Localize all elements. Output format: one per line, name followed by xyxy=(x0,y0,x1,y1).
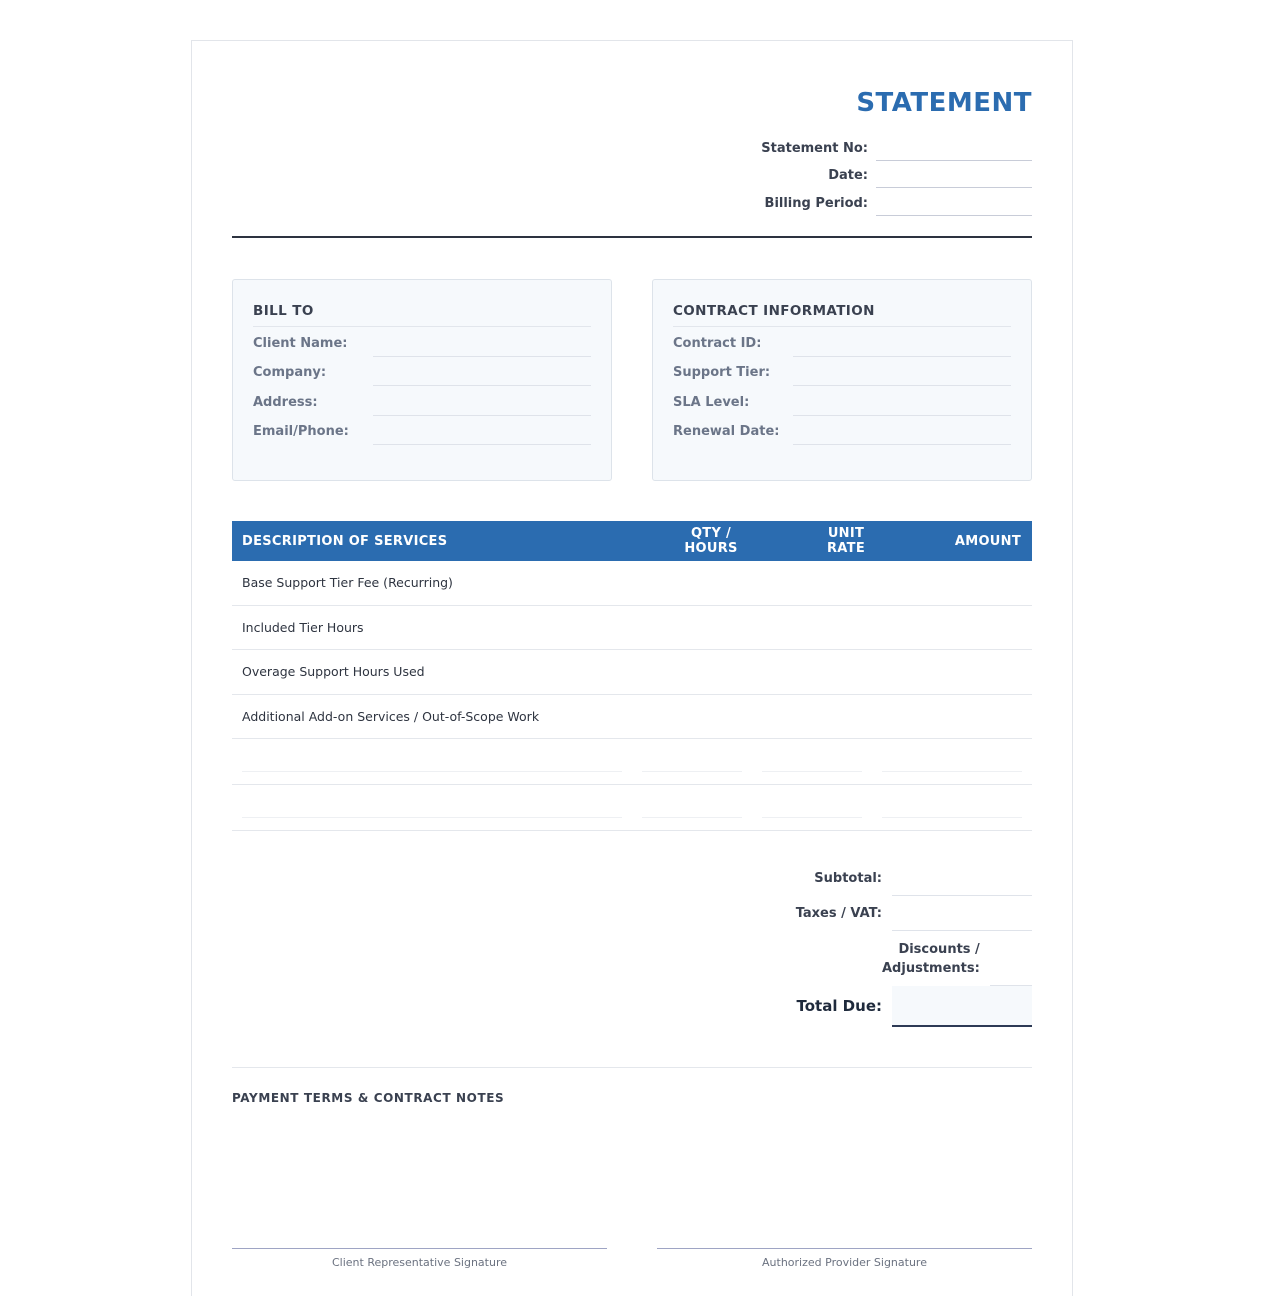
renewal-date-field[interactable] xyxy=(793,416,1011,446)
taxes-field[interactable] xyxy=(892,896,1032,931)
taxes-label: Taxes / VAT: xyxy=(795,906,882,921)
date-field[interactable] xyxy=(876,161,1032,189)
provider-signature-label: Authorized Provider Signature xyxy=(762,1256,927,1269)
blank-qty-field[interactable] xyxy=(642,771,742,772)
meta-row-billing-period xyxy=(732,188,1032,216)
client-name-field[interactable] xyxy=(373,327,591,357)
company-row xyxy=(253,357,591,387)
sla-level-field[interactable] xyxy=(793,386,1011,416)
blank-amount-field[interactable] xyxy=(882,817,1022,818)
company-field[interactable] xyxy=(373,357,591,387)
blank-rate-field[interactable] xyxy=(762,817,862,818)
total-due-row xyxy=(732,986,1032,1027)
bill-to-panel xyxy=(232,279,612,481)
column-header-description: DESCRIPTION OF SERVICES xyxy=(242,533,448,549)
total-due-field[interactable] xyxy=(892,986,1032,1027)
total-due-label: Total Due: xyxy=(796,997,882,1015)
date-label: Date: xyxy=(828,168,868,183)
subtotal-field[interactable] xyxy=(892,861,1032,896)
billing-period-field[interactable] xyxy=(876,188,1032,216)
address-label: Address: xyxy=(253,394,318,410)
statement-page xyxy=(191,40,1073,1296)
provider-signature-line[interactable] xyxy=(657,1248,1032,1269)
client-signature-label: Client Representative Signature xyxy=(331,1256,508,1269)
empty-table-row xyxy=(232,739,1032,785)
notes-title: PAYMENT TERMS & CONTRACT NOTES xyxy=(232,1091,505,1105)
statement-no-field[interactable] xyxy=(876,133,1032,161)
header-divider xyxy=(232,236,1032,238)
email-phone-label: Email/Phone: xyxy=(253,424,349,439)
email-phone-row xyxy=(253,416,591,446)
subtotal-row xyxy=(732,861,1032,896)
client-name-row xyxy=(253,327,591,357)
address-row xyxy=(253,386,591,416)
subtotal-label: Subtotal: xyxy=(814,871,882,886)
renewal-date-row xyxy=(673,416,1011,446)
sla-level-label: SLA Level: xyxy=(673,394,750,410)
services-table xyxy=(232,521,1032,831)
contract-id-row xyxy=(673,327,1011,357)
email-phone-field[interactable] xyxy=(373,416,591,446)
renewal-date-label: Renewal Date: xyxy=(673,424,780,439)
contract-id-field[interactable] xyxy=(793,327,1011,357)
statement-no-label: Statement No: xyxy=(761,140,868,156)
blank-rate-field[interactable] xyxy=(762,771,862,772)
table-row: Base Support Tier Fee (Recurring) xyxy=(232,561,1032,606)
page-title: STATEMENT xyxy=(856,88,1032,118)
table-row: Additional Add-on Services / Out-of-Scope Work xyxy=(232,695,1032,740)
column-header-qty: QTY / HOURS xyxy=(684,526,738,556)
contract-info-title: CONTRACT INFORMATION xyxy=(673,303,1011,327)
table-row: Overage Support Hours Used xyxy=(232,650,1032,695)
blank-description-field[interactable] xyxy=(242,771,622,772)
company-label: Company: xyxy=(253,365,327,380)
blank-description-field[interactable] xyxy=(242,817,622,818)
meta-row-date xyxy=(732,161,1032,189)
meta-row-statement-no xyxy=(732,133,1032,161)
discounts-field[interactable] xyxy=(990,931,1032,986)
column-header-rate: UNIT RATE xyxy=(826,526,865,556)
taxes-row xyxy=(732,896,1032,931)
table-row: Included Tier Hours xyxy=(232,606,1032,651)
bill-to-title: BILL TO xyxy=(253,303,591,327)
address-field[interactable] xyxy=(373,386,591,416)
client-name-label: Client Name: xyxy=(253,335,348,351)
statement-meta xyxy=(732,133,1032,216)
client-signature-line[interactable] xyxy=(232,1248,607,1269)
empty-table-row xyxy=(232,785,1032,831)
blank-qty-field[interactable] xyxy=(642,817,742,818)
billing-period-label: Billing Period: xyxy=(764,195,868,211)
support-tier-field[interactable] xyxy=(793,357,1011,387)
table-header xyxy=(232,521,1032,561)
notes-divider xyxy=(232,1067,1032,1068)
totals-section xyxy=(732,861,1032,1027)
contract-id-label: Contract ID: xyxy=(673,335,762,351)
support-tier-label: Support Tier: xyxy=(673,365,771,380)
column-header-amount: AMOUNT xyxy=(954,533,1021,549)
support-tier-row xyxy=(673,357,1011,387)
discounts-row xyxy=(732,931,1032,986)
discounts-label: Discounts / Adjustments: xyxy=(882,941,980,976)
sla-level-row xyxy=(673,386,1011,416)
contract-info-panel xyxy=(652,279,1032,481)
blank-amount-field[interactable] xyxy=(882,771,1022,772)
